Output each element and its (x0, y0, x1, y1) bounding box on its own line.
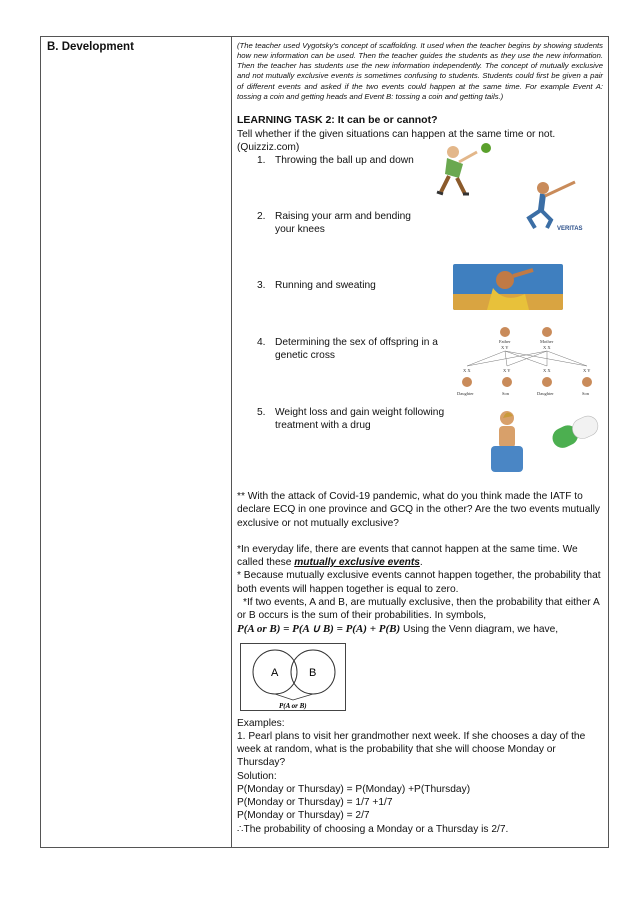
venn-label-b: B (309, 666, 317, 679)
offspring-label: Daughter (537, 391, 554, 397)
formula: P(A or B) = P(A ∪ B) = P(A) + P(B) (237, 623, 401, 636)
item-number: 2. (257, 211, 266, 223)
item-number: 1. (257, 155, 266, 167)
teacher-note: (The teacher used Vygotsky's concept of scaffolding. It used when the teacher begins by showing students how new information can be used. Then the teacher guides the students as they use the new information. Then the teacher has students use the new information independently. The concept of mutually exclusive and not mutually exclusive events is sometimes confusing to students. Students could first be given a pair of different events and asked if the two events could happen at the same time. For example Event A: tossing a coin and getting heads and Event B: tossing a coin and getting tails.) (237, 41, 603, 101)
veritas-logo: VERITAS (557, 226, 583, 233)
solution-line: P(Monday or Thursday) = P(Monday) +P(Thursday) (237, 783, 471, 795)
item-text: Raising your arm and bending your knees (275, 211, 411, 236)
father-label: Father (499, 339, 511, 345)
offspring-genotype: X Y (503, 368, 511, 374)
offspring-label: Daughter (457, 391, 474, 397)
solution-line: P(Monday or Thursday) = 1/7 +1/7 (237, 797, 393, 809)
offspring-label: Son (582, 391, 590, 397)
task-title: LEARNING TASK 2: It can be or cannot? (237, 113, 438, 126)
item-text: Determining the sex of offspring in a genetic cross (275, 337, 438, 362)
task-instruction: Tell whether if the given situations can happen at the same time or not. (Quizziz.com) (237, 128, 556, 153)
covid-question: ** With the attack of Covid-19 pandemic, what do you think made the IATF to declare ECQ in one province and GCQ in the other? Are the two events mutually exclusive or not mutually exclusive? (237, 491, 600, 529)
solution-label: Solution: (237, 770, 277, 782)
ball-throw-image (429, 140, 501, 196)
examples-label: Examples: (237, 717, 285, 729)
mother-genotype: X X (543, 345, 551, 351)
formula-tail: Using the Venn diagram, we have, (400, 624, 559, 636)
paragraph-text: . (419, 557, 423, 569)
formula-line (237, 622, 603, 636)
item-number: 5. (257, 407, 266, 419)
paragraph-zero-probability: * Because mutually exclusive events cannot happen together, the probability that both events will happen together is equal to zero. (237, 570, 601, 595)
runner-image (453, 264, 563, 310)
paragraph-sum-rule: *If two events, A and B, are mutually exclusive, then the probability that either A or B occurs is the sum of their probabilities. In symbols, (237, 596, 600, 622)
venn-diagram-wrap (237, 637, 603, 713)
father-genotype: X Y (501, 345, 509, 351)
column-divider (231, 37, 232, 847)
solution-line: P(Monday or Thursday) = 2/7 (237, 810, 370, 822)
genetic-cross-diagram (455, 324, 601, 400)
weight-loss-image (483, 408, 601, 474)
paragraph-definition (237, 543, 603, 570)
offspring-genotype: X X (463, 368, 471, 374)
offspring-genotype: X Y (583, 368, 591, 374)
venn-caption: P(A or B) (279, 701, 307, 710)
venn-diagram (240, 643, 346, 711)
item-text: Throwing the ball up and down (275, 155, 414, 167)
task-items (237, 154, 603, 476)
item-text: Running and sweating (275, 280, 376, 292)
ball-icon (481, 143, 491, 153)
offspring-label: Son (502, 391, 510, 397)
stretch-image (513, 176, 601, 234)
paragraph-text: *In everyday life, there are events that cannot happen at the same time. We called these (237, 543, 578, 569)
section-label: B. Development (47, 41, 134, 53)
item-number: 3. (257, 280, 266, 292)
conclusion-line: ∴The probability of choosing a Monday or a Thursday is 2/7. (237, 823, 509, 835)
venn-label-a: A (271, 666, 279, 679)
item-number: 4. (257, 337, 266, 349)
example-1: 1. Pearl plans to visit her grandmother next week. If she chooses a day of the week at random, what is the probability that she will choose Monday or Thursday? (237, 730, 586, 769)
mother-label: Mother (540, 339, 554, 345)
offspring-genotype: X X (543, 368, 551, 374)
development-content (237, 41, 603, 836)
development-table (40, 36, 609, 848)
key-term: mutually exclusive events (294, 557, 420, 569)
item-text: Weight loss and gain weight following treatment with a drug (275, 407, 445, 432)
